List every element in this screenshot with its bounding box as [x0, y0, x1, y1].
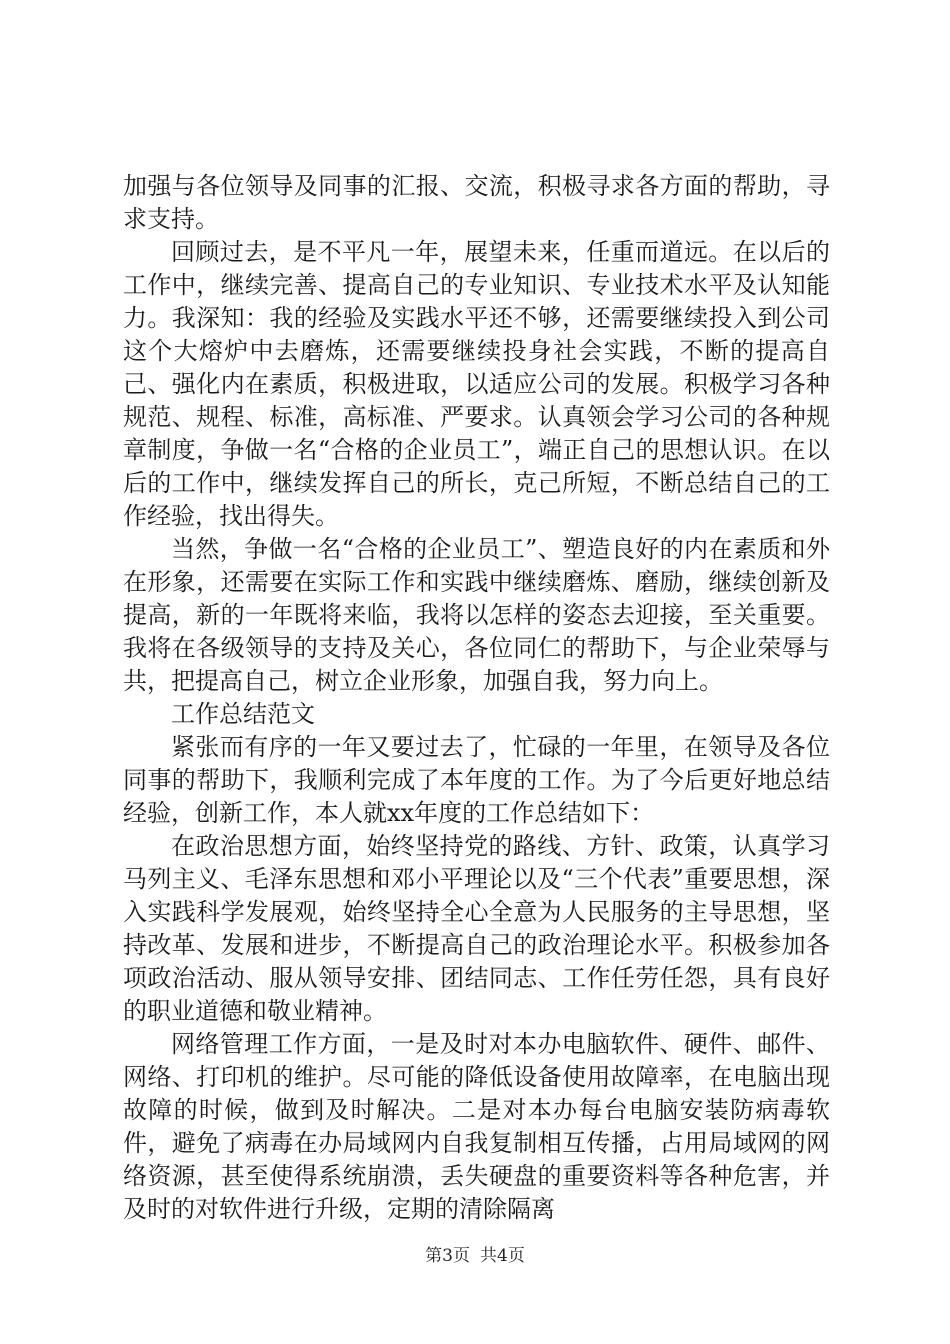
paragraph-review: 回顾过去，是不平凡一年，展望未来，任重而道远。在以后的工作中，继续完善、提高自己的专业知识、专业技术水平及认知能力。我深知：我的经验及实践水平还不够，还需要继续投入到公司这个大熔炉中去磨炼，还需要继续投身社会实践，不断的提高自己、强化内在素质，积极进取，以适应公司的发展。积极学习各种规范、规程、标准，高标准、严要求。认真领会学习公司的各种规章制度，争做一名“合格的企业员工”，端正自己的思想认识。在以后的工作中，继续发挥自己的所长，克己所短，不断总结自己的工作经验，找出得失。 — [123, 238, 830, 530]
page-footer — [0, 1245, 950, 1267]
paragraph-continuation: 加强与各位领导及同事的汇报、交流，积极寻求各方面的帮助，寻求支持。 — [123, 172, 830, 233]
section-title: 工作总结范文 — [171, 700, 315, 728]
paragraph-political: 在政治思想方面，始终坚持党的路线、方针、政策，认真学习马列主义、毛泽东思想和邓小平理论以及“三个代表”重要思想，深入实践科学发展观，始终坚持全心全意为人民服务的主导思想，坚持改革、发展和进步，不断提高自己的政治理论水平。积极参加各项政治活动、服从领导安排、团结同志、工作任劳任怨，具有良好的职业道德和敬业精神。 — [123, 832, 830, 1025]
page-number: 第3页 — [425, 1246, 470, 1266]
paragraph-outlook: 当然，争做一名“合格的企业员工”、塑造良好的内在素质和外在形象，还需要在实际工作和实践中继续磨炼、磨励，继续创新及提高，新的一年既将来临，我将以怎样的姿态去迎接，至关重要。我将在各级领导的支持及关心，各位同仁的帮助下，与企业荣辱与共，把提高自己，树立企业形象，加强自我，努力向上。 — [123, 535, 830, 695]
paragraph-intro: 紧张而有序的一年又要过去了，忙碌的一年里，在领导及各位同事的帮助下，我顺利完成了本年度的工作。为了今后更好地总结经验，创新工作，本人就xx年度的工作总结如下： — [123, 733, 830, 827]
document-body — [123, 170, 830, 1226]
page-total: 共4页 — [480, 1246, 525, 1266]
paragraph-network: 网络管理工作方面，一是及时对本办电脑软件、硬件、邮件、网络、打印机的维护。尽可能的降低设备使用故障率，在电脑出现故障的时候，做到及时解决。二是对本办每台电脑安装防病毒软件，避免了病毒在办局域网内自我复制相互传播，占用局域网的网络资源，甚至使得系统崩溃，丢失硬盘的重要资料等各种危害，并及时的对软件进行升级，定期的清除隔离 — [123, 1030, 830, 1223]
